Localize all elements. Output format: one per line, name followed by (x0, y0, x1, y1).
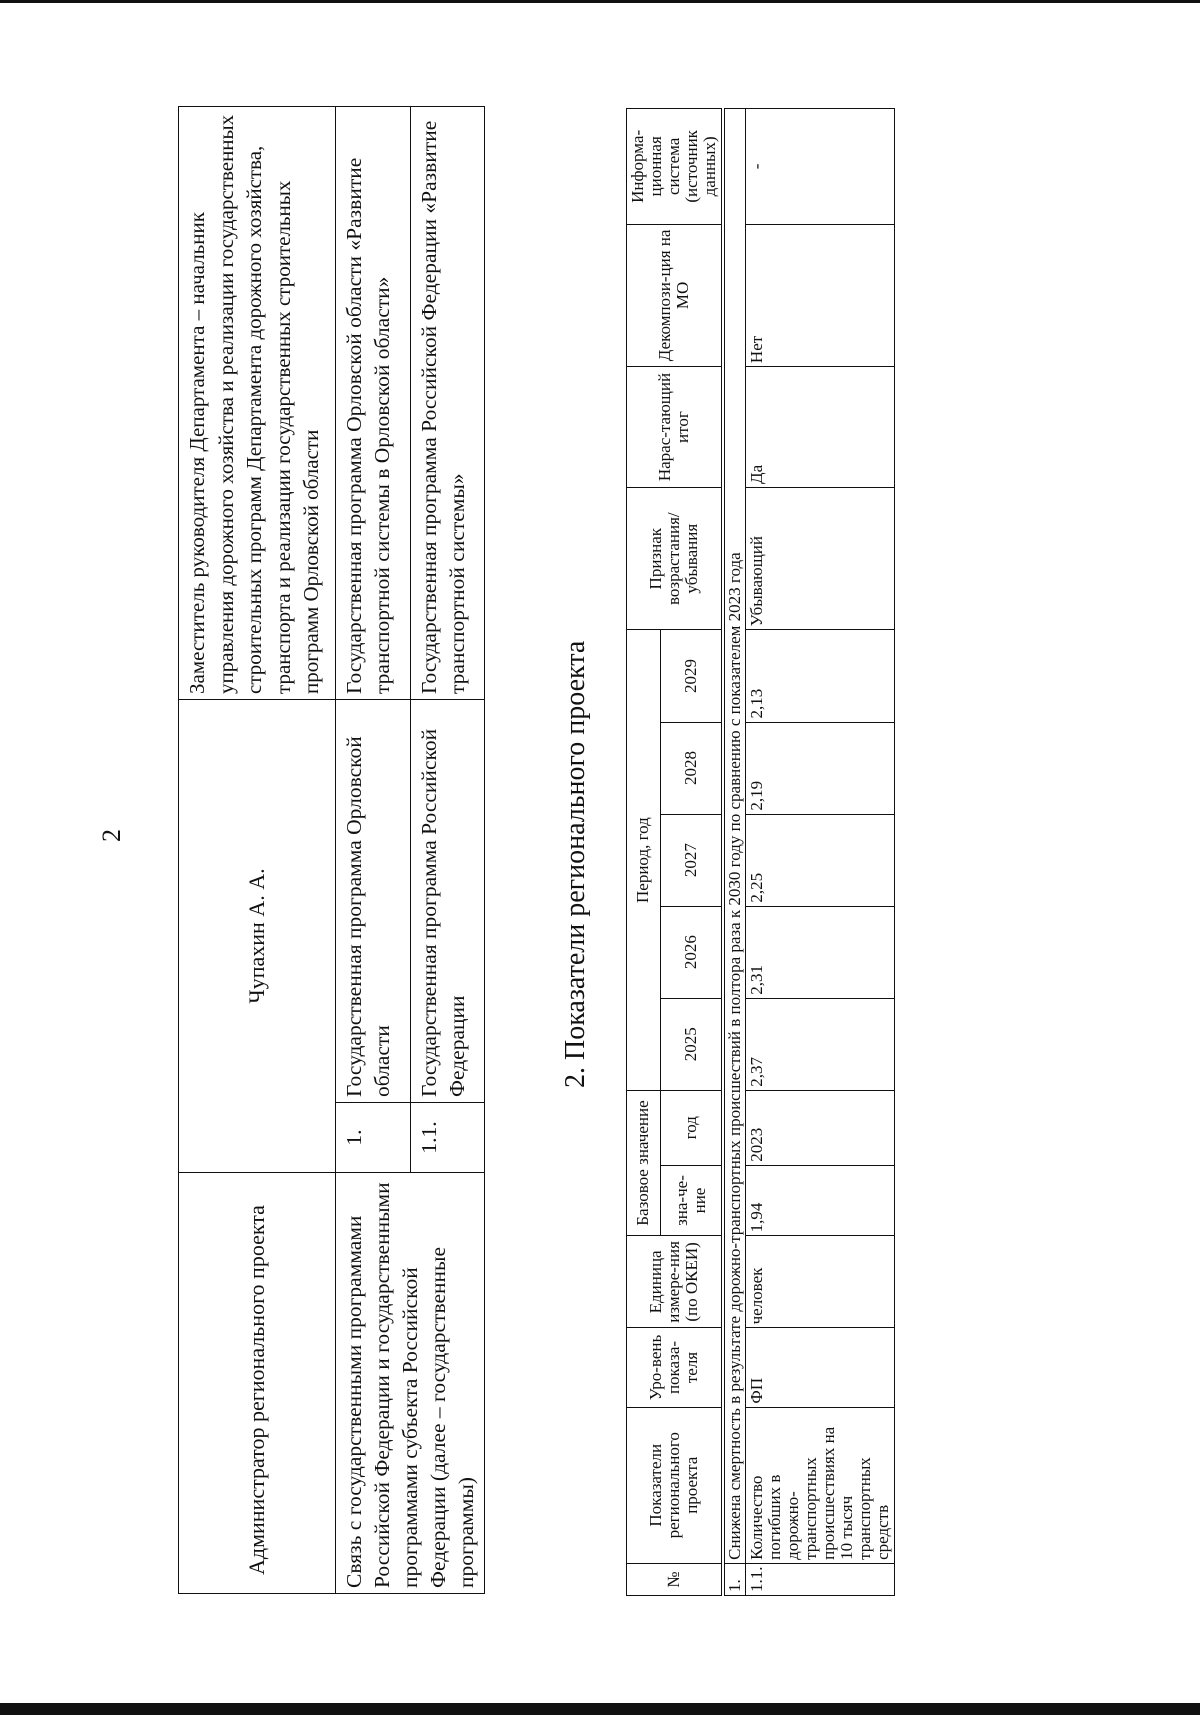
program-name: Государственная программа Российской Федерации (410, 699, 485, 1102)
page-number: 2 (97, 829, 126, 842)
col-header-period: Период, год (627, 630, 661, 1090)
cell-year-value: 2,19 (746, 722, 895, 814)
admin-position: Заместитель руководителя Департамента – начальник управления дорожного хозяйства и реализации государственных строительных программ Департамента дорожного хозяйства, транспорта и реализации государственных строительных программ Орловской области (179, 106, 336, 699)
cell-cumulative: Да (746, 367, 895, 488)
cell-number: 1.1. (746, 1563, 895, 1595)
section-title: Снижена смертность в результате дорожно-транспортных происшествий в полтора раза к 2030 году по сравнению с показателем 2023 года (723, 109, 746, 1564)
section-number: 1. (723, 1563, 746, 1595)
header-row (627, 109, 661, 1596)
col-header-level: Уро-вень показа-теля (627, 1328, 724, 1407)
cell-base-year: 2023 (746, 1090, 895, 1165)
col-header-base-value: Базовое значение (627, 1090, 661, 1236)
cell-decomposition: Нет (746, 224, 895, 366)
cell-year-value: 2,37 (746, 998, 895, 1090)
admin-name: Чупахин А. А. (179, 699, 336, 1172)
col-header-base-year: год (660, 1090, 723, 1165)
col-header-year: 2027 (660, 814, 723, 906)
col-header-number: № (627, 1563, 724, 1595)
admin-row (179, 106, 336, 1593)
col-header-unit: Единица измере-ния (по ОКЕИ) (627, 1236, 724, 1328)
cell-year-value: 2,25 (746, 814, 895, 906)
cell-year-value: 2,31 (746, 906, 895, 998)
col-header-trend: Признак возрастания/ убывания (627, 488, 724, 630)
col-header-indicator: Показатели регионального проекта (627, 1407, 724, 1563)
col-header-year: 2029 (660, 630, 723, 722)
cell-level: ФП (746, 1328, 895, 1407)
table-row (746, 109, 895, 1596)
col-header-base-val: зна-че-ние (660, 1165, 723, 1236)
cell-info-system: - (746, 109, 895, 225)
section-heading: 2. Показатели регионального проекта (560, 640, 591, 1088)
indicators-container (626, 108, 895, 1596)
program-name: Государственная программа Орловской области (336, 699, 411, 1102)
program-full-name: Государственная программа Орловской области «Развитие транспортной системы в Орловской области» (336, 106, 411, 699)
col-header-info-system: Информа-ционная система (источник данных) (627, 109, 724, 225)
cell-year-value: 2,13 (746, 630, 895, 722)
col-header-year: 2025 (660, 998, 723, 1090)
admin-label: Администратор регионального проекта (179, 1173, 336, 1594)
program-number: 1.1. (410, 1103, 485, 1173)
col-header-year: 2028 (660, 722, 723, 814)
section-row (723, 109, 746, 1596)
program-full-name: Государственная программа Российской Федерации «Развитие транспортной системы» (410, 106, 485, 699)
project-info-table (178, 106, 485, 1594)
cell-base-value: 1,94 (746, 1165, 895, 1236)
project-info-container (178, 107, 485, 1594)
scan-bottom-edge (0, 1703, 1200, 1715)
cell-trend: Убывающий (746, 488, 895, 630)
program-link-label: Связь с государственными программами Российской Федерации и государственными программами субъекта Российской Федерации (далее – государственные программы) (336, 1173, 485, 1594)
program-row (336, 106, 411, 1593)
indicators-table (626, 108, 895, 1596)
col-header-year: 2026 (660, 906, 723, 998)
scan-top-edge (0, 0, 1200, 3)
program-number: 1. (336, 1103, 411, 1173)
col-header-cumulative: Нарас-тающий итог (627, 367, 724, 488)
cell-indicator: Количество погибших в дорожно-транспортных происшествиях на 10 тысяч транспортных средств (746, 1407, 895, 1563)
cell-unit: человек (746, 1236, 895, 1328)
col-header-decomposition: Декомпози-ция на МО (627, 224, 724, 366)
